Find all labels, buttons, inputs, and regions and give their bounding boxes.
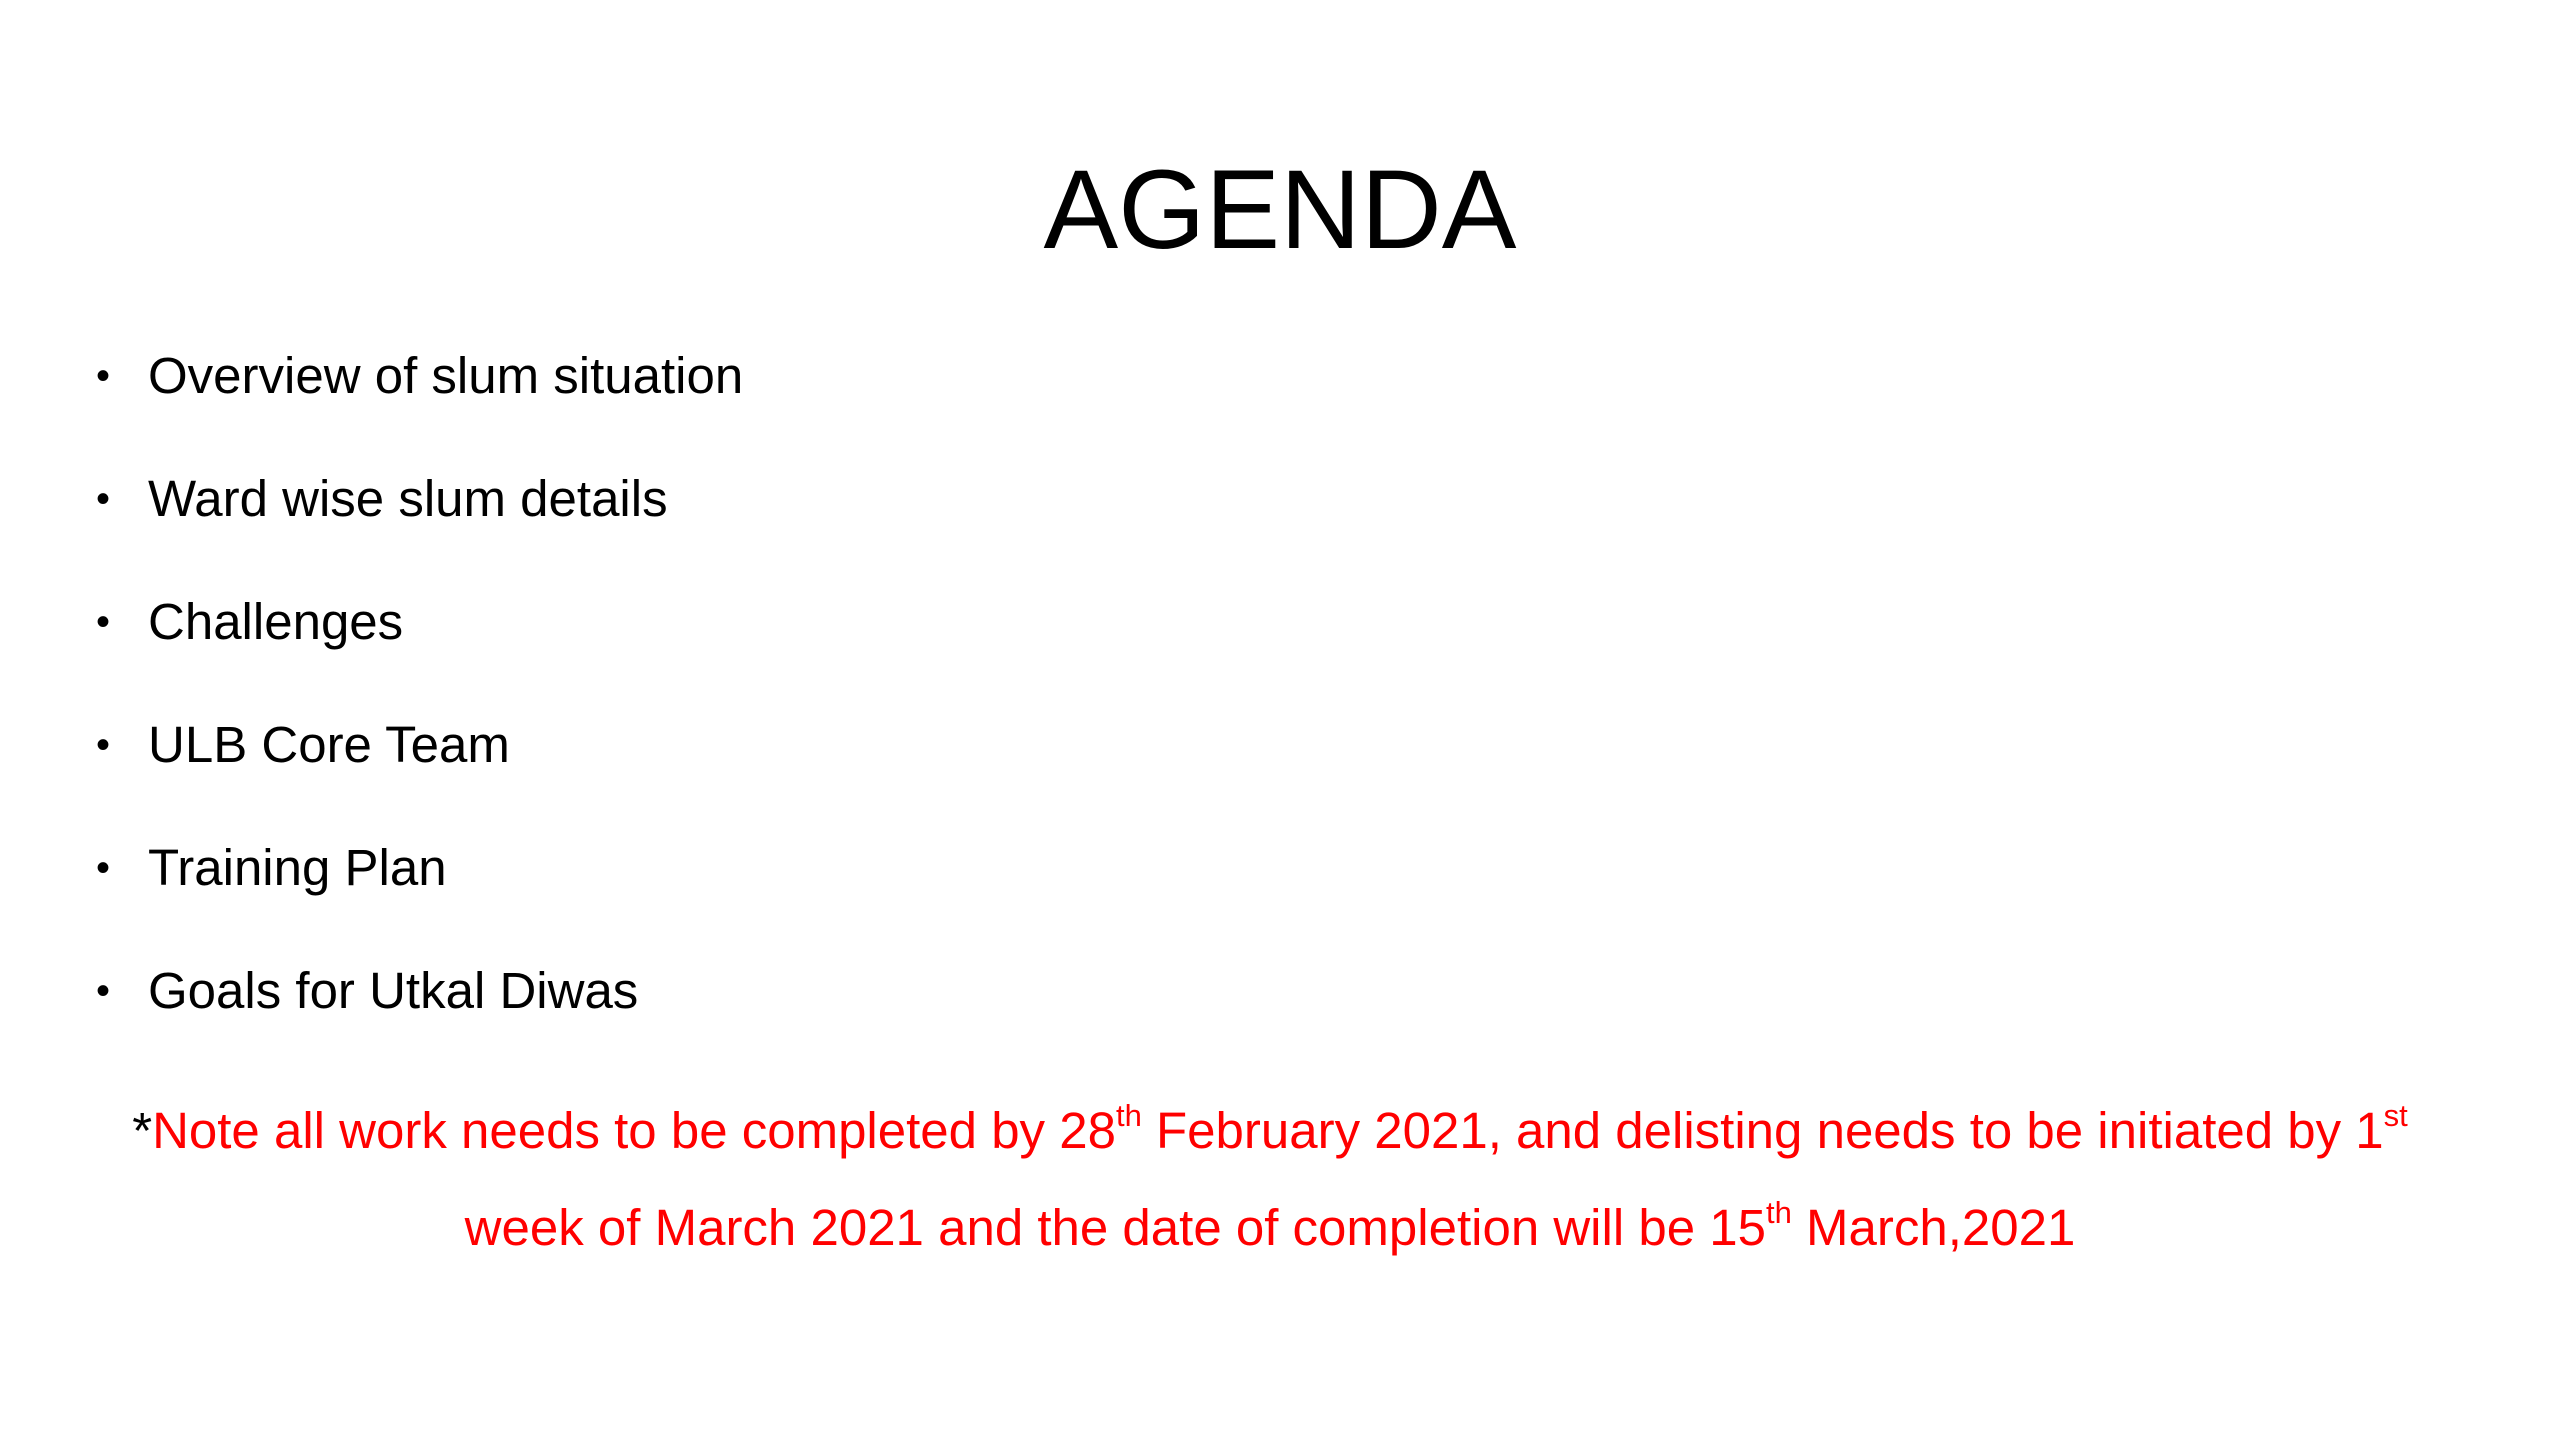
list-item [96, 709, 743, 832]
list-item [96, 832, 743, 955]
agenda-item-label: Challenges [148, 593, 404, 650]
note-superscript: st [2383, 1098, 2408, 1133]
bullet-icon: • [96, 723, 111, 767]
note-text-3: week of March 2021 and the date of completion will be 15 [464, 1199, 1766, 1256]
agenda-item-label: ULB Core Team [148, 716, 510, 773]
note-superscript: th [1115, 1098, 1142, 1133]
note-text-2: February 2021, and delisting needs to be initiated by 1 [1141, 1102, 2384, 1159]
note-text-4: March,2021 [1791, 1199, 2076, 1256]
page-title: AGENDA [1043, 147, 1517, 272]
agenda-item-label: Overview of slum situation [148, 347, 744, 404]
note-asterisk: * [132, 1102, 153, 1159]
bullet-icon: • [96, 969, 111, 1013]
bullet-icon: • [96, 600, 111, 644]
list-item [96, 955, 743, 1078]
bullet-icon: • [96, 477, 111, 521]
list-item [96, 463, 743, 586]
list-item [96, 586, 743, 709]
agenda-item-label: Training Plan [148, 839, 447, 896]
note-superscript: th [1765, 1195, 1792, 1230]
list-item [96, 340, 743, 463]
bullet-icon: • [96, 846, 111, 890]
agenda-item-label: Ward wise slum details [148, 470, 668, 527]
agenda-item-label: Goals for Utkal Diwas [148, 962, 639, 1019]
completion-note [100, 1082, 2440, 1276]
note-text-1: Note all work needs to be completed by 28 [152, 1102, 1116, 1159]
agenda-list [96, 340, 743, 1078]
bullet-icon: • [96, 354, 111, 398]
